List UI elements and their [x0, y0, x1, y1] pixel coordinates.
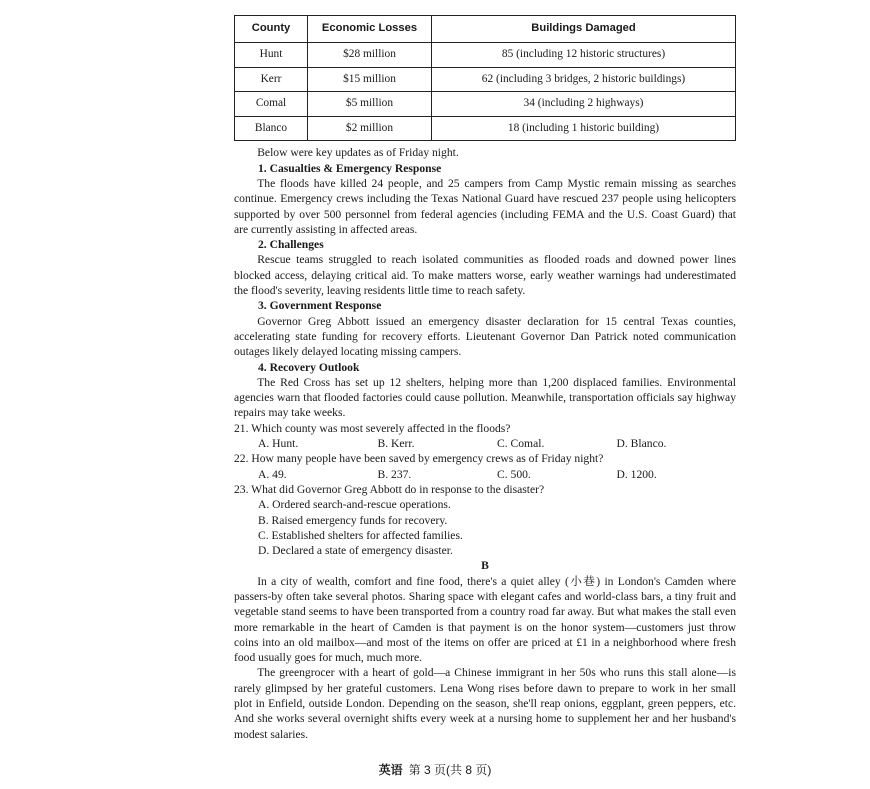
buildings-cell: 62 (including 3 bridges, 2 historic buildings) — [432, 67, 736, 92]
footer-subject: 英语 — [378, 763, 403, 777]
question-22-options — [234, 467, 736, 482]
losses-cell: $15 million — [308, 67, 432, 92]
option-a: A. Ordered search-and-rescue operations. — [258, 498, 451, 512]
footer-page-number: 第 3 页(共 8 页) — [408, 763, 492, 777]
county-cell: Blanco — [235, 116, 308, 141]
section-heading: 1. Casualties & Emergency Response — [258, 161, 442, 175]
column-header-economic-losses: Economic Losses — [308, 16, 432, 43]
section-heading: 4. Recovery Outlook — [258, 360, 360, 374]
table-row — [235, 43, 736, 68]
losses-cell: $5 million — [308, 92, 432, 117]
table-header-row — [235, 16, 736, 43]
section-text: Governor Greg Abbott issued an emergency disaster declaration for 15 central Texas counties, accelerating state funding for recovery efforts. Lieutenant Governor Dan Patrick noted communication outages likely delayed locating missing campers. — [234, 314, 736, 359]
section-text: Rescue teams struggled to reach isolated communities as flooded roads and downed power lines blocked access, delaying critical aid. To make matters worse, early weather warnings had underestimated the flood's severity, leaving residents little time to reach safety. — [234, 253, 736, 298]
option-b: B. 237. — [377, 467, 412, 481]
passage-b-paragraph-2: The greengrocer with a heart of gold—a Chinese immigrant in her 50s who runs this stall alone—is rarely glimpsed by her grateful customers. Lena Wong rises before dawn to prepare to work in her small plot in Enfield, outside London. Depending on the season, she'll reap onions, eggplant, green peppers, etc. And she works several overnight shifts every week at a nursing home to supplement her and her husband's modest salaries. — [234, 666, 736, 741]
page-content — [234, 0, 736, 742]
column-header-county: County — [235, 16, 308, 43]
option-c: C. Comal. — [497, 437, 545, 451]
buildings-cell: 85 (including 12 historic structures) — [432, 43, 736, 68]
table-row — [235, 67, 736, 92]
losses-cell: $2 million — [308, 116, 432, 141]
section-b-label: B — [481, 559, 489, 573]
option-b: B. Raised emergency funds for recovery. — [258, 513, 448, 527]
option-a: A. Hunt. — [258, 437, 299, 451]
county-cell: Kerr — [235, 67, 308, 92]
option-d: D. Declared a state of emergency disaster. — [258, 544, 453, 558]
option-d: D. Blanco. — [616, 437, 667, 451]
section-text: The Red Cross has set up 12 shelters, helping more than 1,200 displaced families. Environmental agencies warn that flooded factories could cause pollution. Meanwhile, transportation officials say highway repairs may take weeks. — [234, 375, 736, 420]
section-heading: 2. Challenges — [258, 238, 324, 252]
option-d: D. 1200. — [616, 467, 657, 481]
passage-b-paragraph-1: In a city of wealth, comfort and fine food, there's a quiet alley (小巷) in London's Camden where passers-by often take several photos. Sharing space with elegant cafes and world-class bars, a tiny fruit and vegetable stand seems to have been transported from a country road far away. But what makes the stall even more remarkable in the heart of Camden is that payment is on the honor system—customers just throw coins into an old mailbox—and most of the items on offer are priced at £1 in a neighborhood where fresh food usually goes for much, much more. — [234, 574, 736, 665]
buildings-cell: 34 (including 2 highways) — [432, 92, 736, 117]
table-row — [235, 92, 736, 117]
county-cell: Hunt — [235, 43, 308, 68]
question-23-stem: 23. What did Governor Greg Abbott do in response to the disaster? — [234, 482, 545, 496]
question-21-options — [234, 436, 736, 451]
flood-losses-table — [234, 15, 736, 141]
option-c: C. Established shelters for affected families. — [258, 528, 463, 542]
page-footer — [0, 763, 870, 778]
column-header-buildings-damaged: Buildings Damaged — [432, 16, 736, 43]
question-21-stem: 21. Which county was most severely affected in the floods? — [234, 421, 511, 435]
option-b: B. Kerr. — [377, 437, 415, 451]
buildings-cell: 18 (including 1 historic building) — [432, 116, 736, 141]
section-heading: 3. Government Response — [258, 299, 382, 313]
question-22-stem: 22. How many people have been saved by emergency crews as of Friday night? — [234, 452, 604, 466]
intro-text: Below were key updates as of Friday night. — [257, 146, 459, 160]
option-c: C. 500. — [497, 467, 531, 481]
table-row — [235, 116, 736, 141]
option-a: A. 49. — [258, 467, 287, 481]
county-cell: Comal — [235, 92, 308, 117]
losses-cell: $28 million — [308, 43, 432, 68]
section-text: The floods have killed 24 people, and 25 campers from Camp Mystic remain missing as searches continue. Emergency crews including the Texas National Guard have rescued 237 people using helicopters supported by over 500 personnel from federal agencies (including FEMA and the U.S. Coast Guard) that are currently assisting in affected areas. — [234, 176, 736, 236]
